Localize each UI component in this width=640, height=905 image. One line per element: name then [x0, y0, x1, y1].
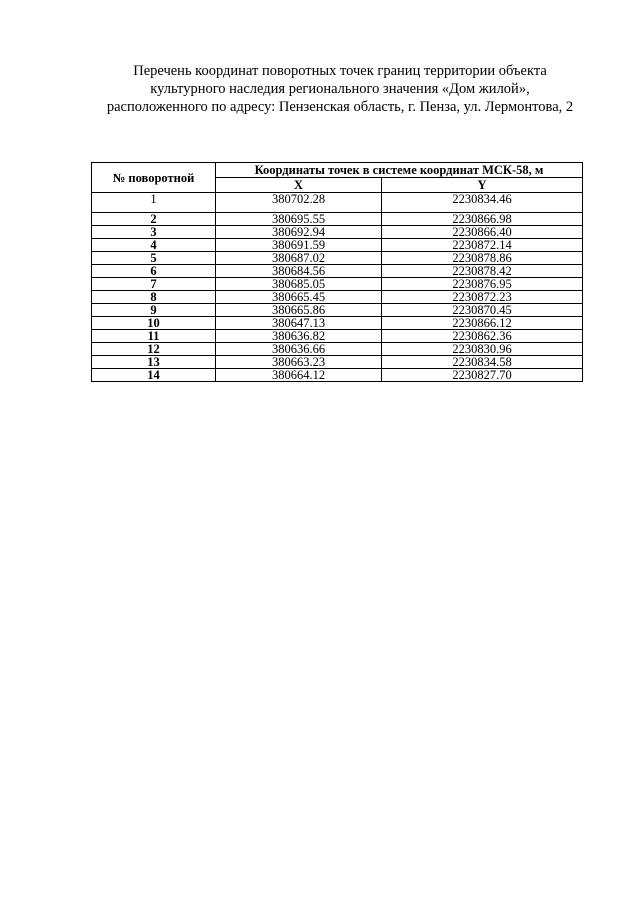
x-coordinate-cell: 380692.94: [216, 226, 382, 239]
point-number-cell: 6: [92, 265, 216, 278]
point-number-cell: 2: [92, 213, 216, 226]
table-row: [92, 226, 583, 239]
point-number-cell: 4: [92, 239, 216, 252]
y-coordinate-cell: 2230866.98: [382, 213, 583, 226]
y-coordinate-cell: 2230862.36: [382, 330, 583, 343]
point-number-cell: 8: [92, 291, 216, 304]
point-number-cell: 12: [92, 343, 216, 356]
document-title: [60, 62, 620, 116]
x-coordinate-cell: 380702.28: [216, 193, 382, 213]
x-coordinate-cell: 380636.66: [216, 343, 382, 356]
x-coordinate-cell: 380684.56: [216, 265, 382, 278]
y-coordinate-cell: 2230872.14: [382, 239, 583, 252]
header-x: X: [216, 178, 382, 193]
table-row: [92, 252, 583, 265]
point-number-cell: 3: [92, 226, 216, 239]
point-number-cell: 11: [92, 330, 216, 343]
x-coordinate-cell: 380695.55: [216, 213, 382, 226]
x-coordinate-cell: 380665.86: [216, 304, 382, 317]
coordinates-table: [91, 162, 583, 382]
x-coordinate-cell: 380664.12: [216, 369, 382, 382]
table-row: [92, 278, 583, 291]
table-row: [92, 265, 583, 278]
y-coordinate-cell: 2230870.45: [382, 304, 583, 317]
point-number-cell: 9: [92, 304, 216, 317]
header-coordinates: Координаты точек в системе координат МСК-58, м: [216, 163, 583, 178]
table-row: [92, 213, 583, 226]
y-coordinate-cell: 2230834.46: [382, 193, 583, 213]
x-coordinate-cell: 380647.13: [216, 317, 382, 330]
y-coordinate-cell: 2230878.86: [382, 252, 583, 265]
table-body: [92, 193, 583, 382]
point-number-cell: 10: [92, 317, 216, 330]
y-coordinate-cell: 2230830.96: [382, 343, 583, 356]
point-number-cell: 7: [92, 278, 216, 291]
table-row: [92, 304, 583, 317]
table-row: [92, 356, 583, 369]
y-coordinate-cell: 2230834.58: [382, 356, 583, 369]
table-row: [92, 317, 583, 330]
header-point-number: № поворотной: [92, 163, 216, 193]
y-coordinate-cell: 2230878.42: [382, 265, 583, 278]
table-row: [92, 193, 583, 213]
y-coordinate-cell: 2230872.23: [382, 291, 583, 304]
point-number-cell: 14: [92, 369, 216, 382]
title-line: культурного наследия регионального значения «Дом жилой»,: [150, 81, 530, 97]
y-coordinate-cell: 2230866.12: [382, 317, 583, 330]
y-coordinate-cell: 2230876.95: [382, 278, 583, 291]
point-number-cell: 13: [92, 356, 216, 369]
x-coordinate-cell: 380685.05: [216, 278, 382, 291]
table-row: [92, 369, 583, 382]
y-coordinate-cell: 2230866.40: [382, 226, 583, 239]
table-row: [92, 291, 583, 304]
y-coordinate-cell: 2230827.70: [382, 369, 583, 382]
table-row: [92, 330, 583, 343]
table-header-row: [92, 163, 583, 178]
x-coordinate-cell: 380636.82: [216, 330, 382, 343]
x-coordinate-cell: 380687.02: [216, 252, 382, 265]
x-coordinate-cell: 380665.45: [216, 291, 382, 304]
x-coordinate-cell: 380663.23: [216, 356, 382, 369]
point-number-cell: 1: [92, 193, 216, 213]
title-line: расположенного по адресу: Пензенская область, г. Пенза, ул. Лермонтова, 2: [106, 99, 574, 115]
table-row: [92, 343, 583, 356]
point-number-cell: 5: [92, 252, 216, 265]
table-row: [92, 239, 583, 252]
x-coordinate-cell: 380691.59: [216, 239, 382, 252]
header-y: Y: [382, 178, 583, 193]
title-line: Перечень координат поворотных точек границ территории объекта: [133, 63, 547, 79]
